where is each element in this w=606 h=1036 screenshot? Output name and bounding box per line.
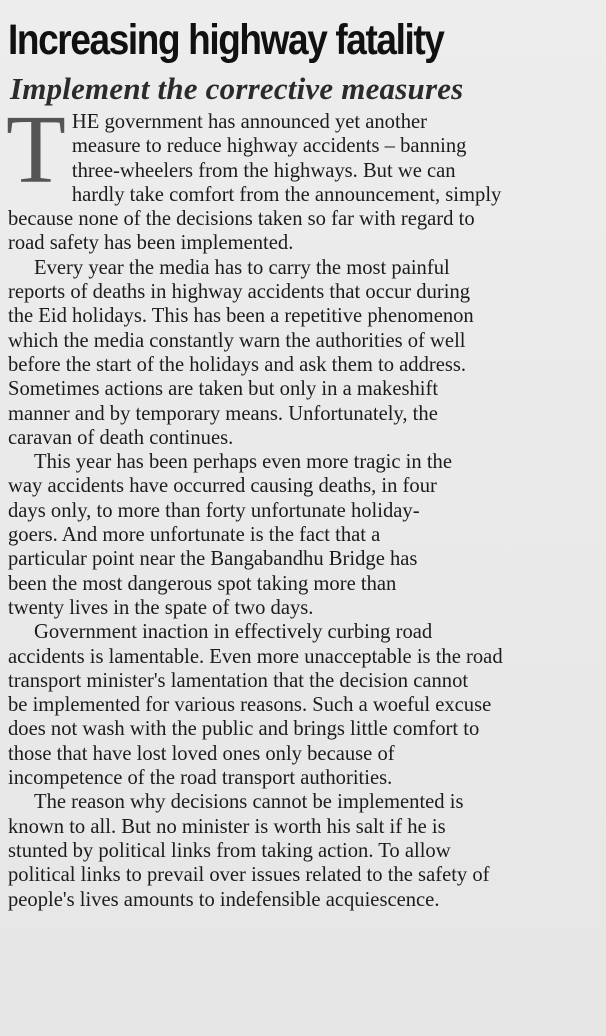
paragraph-line: caravan of death continues. <box>8 426 234 449</box>
paragraph-line: stunted by political links from taking action. To allow <box>8 839 451 862</box>
paragraph-line: does not wash with the public and brings little comfort to <box>8 718 480 741</box>
headline: Increasing highway fatality <box>8 16 444 64</box>
paragraph-line: political links to prevail over issues related to the safety of <box>8 864 490 887</box>
paragraph-line: reports of deaths in highway accidents that occur during <box>8 281 471 304</box>
paragraph-line: manner and by temporary means. Unfortunately, the <box>8 402 438 425</box>
paragraph-line: which the media constantly warn the authorities of well <box>8 329 466 352</box>
article-body <box>6 96 598 912</box>
paragraph-line: road safety has been implemented. <box>8 232 294 255</box>
paragraph-line: incompetence of the road transport authorities. <box>8 767 393 790</box>
paragraph-line: This year has been perhaps even more tragic in the <box>34 451 452 474</box>
paragraph-line: goers. And more unfortunate is the fact that a <box>8 524 381 547</box>
paragraph-line: be implemented for various reasons. Such a woeful excuse <box>8 694 492 717</box>
paragraph-line: twenty lives in the spate of two days. <box>8 596 314 619</box>
paragraph-line: Every year the media has to carry the most painful <box>34 256 450 279</box>
paragraph-line: days only, to more than forty unfortunate holiday- <box>8 499 420 522</box>
paragraph-line: Sometimes actions are taken but only in a makeshift <box>8 378 439 401</box>
paragraph-line: hardly take comfort from the announcement, simply <box>71 183 502 206</box>
paragraph-line: those that have lost loved ones only because of <box>8 742 395 765</box>
paragraph-1 <box>6 96 598 256</box>
paragraph-line: before the start of the holidays and ask them to address. <box>8 353 467 376</box>
paragraph-3 <box>8 450 598 620</box>
paragraph-line: been the most dangerous spot taking more than <box>8 572 397 595</box>
paragraph-5 <box>8 790 598 911</box>
paragraph-line: people's lives amounts to indefensible acquiescence. <box>8 888 440 911</box>
paragraph-line: measure to reduce highway accidents – banning <box>71 135 467 158</box>
paragraph-line: The reason why decisions cannot be implemented is <box>34 791 464 814</box>
paragraph-line: accidents is lamentable. Even more unacceptable is the road <box>8 645 503 668</box>
paragraph-4 <box>8 620 598 790</box>
paragraph-line: HE government has announced yet another <box>71 111 427 133</box>
paragraph-2 <box>8 256 598 450</box>
paragraph-line: the Eid holidays. This has been a repetitive phenomenon <box>8 305 474 328</box>
paragraph-line: way accidents have occurred causing deaths, in four <box>8 475 437 498</box>
paragraph-line: transport minister's lamentation that the decision cannot <box>8 669 469 692</box>
drop-cap: T <box>6 96 66 204</box>
subheadline: Implement the corrective measures <box>10 71 464 106</box>
paragraph-line: Government inaction in effectively curbing road <box>34 621 433 644</box>
paragraph-line: three-wheelers from the highways. But we can <box>71 159 456 182</box>
paragraph-line: because none of the decisions taken so far with regard to <box>8 208 475 231</box>
paragraph-line: known to all. But no minister is worth his salt if he is <box>8 815 446 838</box>
paragraph-line: particular point near the Bangabandhu Bridge has <box>8 548 418 571</box>
